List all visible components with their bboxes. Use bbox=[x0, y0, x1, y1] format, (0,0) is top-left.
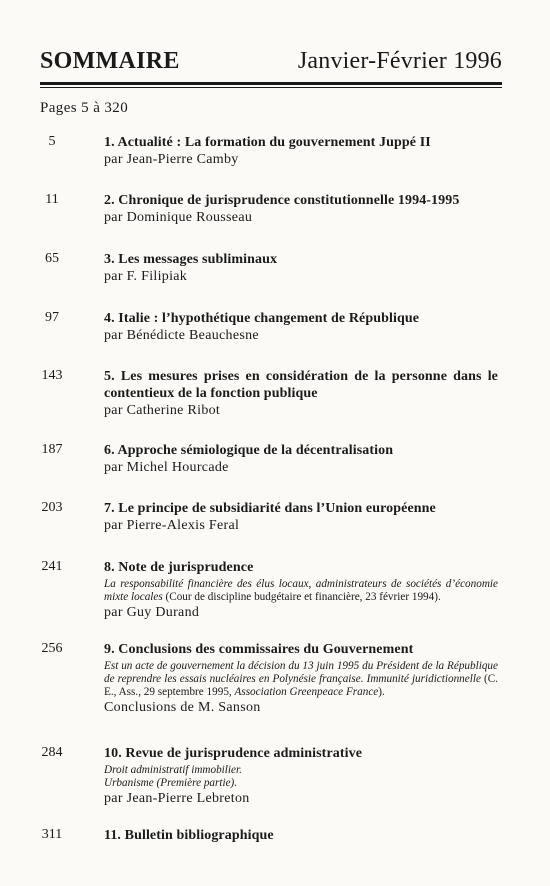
entry-author: par Pierre-Alexis Feral bbox=[104, 518, 240, 533]
entry-author: par Catherine Ribot bbox=[104, 403, 221, 418]
page-number: 65 bbox=[45, 251, 59, 266]
entry-title: 11. Bulletin bibliographique bbox=[104, 828, 274, 843]
entry-title: 2. Chronique de jurisprudence constitutionnelle 1994-1995 bbox=[104, 193, 460, 208]
entry-title: 8. Note de jurisprudence bbox=[104, 560, 254, 575]
description-italic-2: Association Greenpeace France bbox=[234, 686, 379, 698]
entry-title: 7. Le principe de subsidiarité dans l’Union européenne bbox=[104, 501, 436, 516]
entry-author: Conclusions de M. Sanson bbox=[104, 700, 261, 715]
entry-title: 4. Italie : l’hypothétique changement de République bbox=[104, 311, 420, 326]
description-roman-2: ). bbox=[378, 686, 385, 698]
header-rule-thick bbox=[40, 82, 502, 85]
entry-author: par Jean-Pierre Lebreton bbox=[104, 791, 250, 806]
page-number: 143 bbox=[41, 368, 63, 383]
page-number: 311 bbox=[41, 827, 63, 842]
entry-author: par Jean-Pierre Camby bbox=[104, 152, 239, 167]
page-number: 203 bbox=[41, 500, 63, 515]
page-title: SOMMAIRE bbox=[40, 48, 180, 74]
entry-author: par Dominique Rousseau bbox=[104, 210, 253, 225]
description-roman: (C. E., Ass., 29 septembre 1995, bbox=[104, 673, 498, 698]
entry-description bbox=[104, 578, 498, 604]
entry-description-line: Droit administratif immobilier. bbox=[104, 764, 242, 776]
page-number: 241 bbox=[41, 559, 63, 574]
header bbox=[40, 44, 502, 80]
pages-range: Pages 5 à 320 bbox=[40, 100, 129, 116]
page-number: 187 bbox=[41, 442, 63, 457]
entry-author: par F. Filipiak bbox=[104, 269, 188, 284]
page-number: 256 bbox=[41, 641, 63, 656]
page-number: 97 bbox=[45, 310, 59, 325]
description-roman: (Cour de discipline budgétaire et financière, 23 février 1994). bbox=[162, 591, 441, 603]
page-number: 11 bbox=[45, 192, 59, 207]
entry-title: 1. Actualité : La formation du gouvernement Juppé II bbox=[104, 135, 431, 150]
entry-title: 5. Les mesures prises en considération de la personne dans le contentieux de la fonction publique bbox=[104, 369, 498, 401]
entry-title: 10. Revue de jurisprudence administrative bbox=[104, 746, 363, 761]
description-italic: Est un acte de gouvernement la décision du 13 juin 1995 du Président de la République de reprendre les essais nucléaires en Polynésie française. Immunité juridictionnelle bbox=[104, 660, 498, 685]
entry-title: 6. Approche sémiologique de la décentralisation bbox=[104, 443, 394, 458]
entry-author: par Bénédicte Beauchesne bbox=[104, 328, 259, 343]
entry-description bbox=[104, 660, 498, 699]
entry-title: 3. Les messages subliminaux bbox=[104, 252, 278, 267]
page-number: 5 bbox=[48, 134, 56, 149]
entry-author: par Michel Hourcade bbox=[104, 460, 229, 475]
entry-title: 9. Conclusions des commissaires du Gouvernement bbox=[104, 642, 414, 657]
description-italic: La responsabilité financière des élus locaux, administrateurs de sociétés d’économie mixte locales bbox=[104, 578, 498, 603]
header-rule-thin bbox=[40, 87, 502, 88]
issue-date: Janvier-Février 1996 bbox=[297, 48, 502, 74]
entry-author: par Guy Durand bbox=[104, 605, 200, 620]
entry-description-line: Urbanisme (Première partie). bbox=[104, 777, 238, 789]
page-number: 284 bbox=[41, 745, 63, 760]
